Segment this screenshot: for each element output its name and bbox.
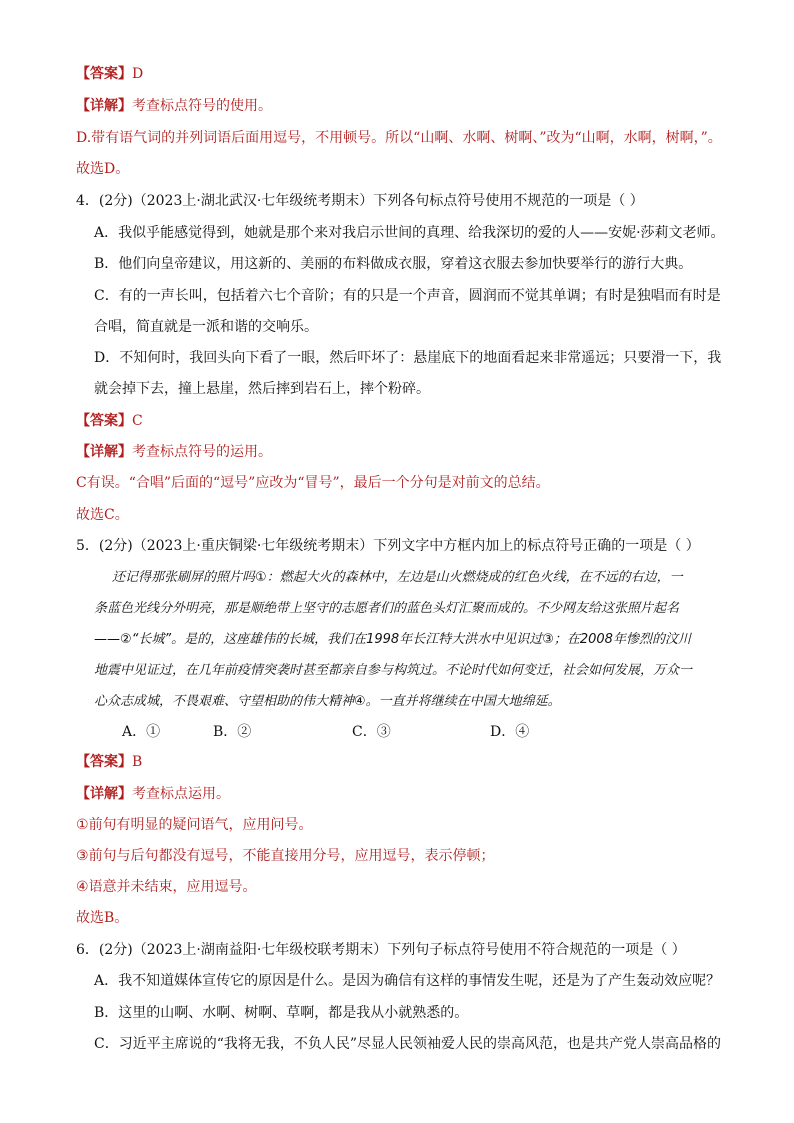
circled-number-4: ④ bbox=[76, 879, 89, 895]
q4-option-d-line2: 就会掉下去，撞上悬崖，然后摔到岩石上，摔个粉碎。 bbox=[94, 381, 430, 397]
answer-value: B bbox=[132, 754, 143, 770]
q5-passage-line1: 还记得那张刷屏的照片吗①：燃起大火的森林中，左边是山火燃烧成的红色火线，在不远的右边，一 bbox=[112, 570, 683, 585]
q6-option-c: C．习近平主席说的“我将无我，不负人民”尽显人民领袖爱人民的崇高风范，也是共产党人崇高品格的 bbox=[94, 1036, 722, 1052]
detail-label: 【详解】 bbox=[76, 98, 132, 114]
q5-option-d: D．④ bbox=[490, 724, 530, 740]
detail-text: 考查标点符号的运用。 bbox=[132, 444, 272, 460]
q6-option-a: A．我不知道媒体宣传它的原因是什么。是因为确信有这样的事情发生呢，还是为了产生轰动效应呢？ bbox=[94, 973, 721, 989]
q5-passage-line5: 心众志成城，不畏艰难、守望相助的伟大精神④。一直并将继续在中国大地绵延。 bbox=[94, 694, 561, 709]
q5-stem: 5．(2分)（2023上·重庆铜梁·七年级统考期末）下列文字中方框内加上的标点符号正确的一项是（ ） bbox=[76, 538, 700, 554]
q4-explanation: C有误。“合唱”后面的“逗号”应改为“冒号”，最后一个分句是对前文的总结。 bbox=[76, 475, 550, 491]
q4-detail bbox=[76, 442, 272, 462]
q4-option-a: A．我似乎能感觉得到，她就是那个来对我启示世间的真理、给我深切的爱的人——安妮·莎莉文老师。 bbox=[94, 225, 725, 241]
q6-stem: 6．(2分)（2023上·湖南益阳·七年级校联考期末）下列句子标点符号使用不符合规范的一项是（ ） bbox=[76, 942, 686, 958]
q4-option-c-line1: C．有的一声长叫，包括着六七个音阶；有的只是一个声音，圆润而不觉其单调；有时是独唱而有时是 bbox=[94, 288, 721, 304]
detail-text: 考查标点符号的使用。 bbox=[132, 98, 272, 114]
answer-label: 【答案】 bbox=[76, 413, 132, 429]
answer-label: 【答案】 bbox=[76, 754, 132, 770]
q4-option-d-line1: D．不知何时，我回头向下看了一眼，然后吓坏了：悬崖底下的地面看起来非常遥远；只要滑一下，我 bbox=[94, 350, 722, 366]
q6-option-b: B．这里的山啊、水啊、树啊、草啊，都是我从小就熟悉的。 bbox=[94, 1005, 469, 1021]
q5-option-b: B．② bbox=[213, 724, 252, 740]
answer-value: D bbox=[132, 66, 144, 82]
circled-number-1: ① bbox=[76, 817, 89, 833]
q3-detail bbox=[76, 96, 272, 116]
explanation-text: 前句与后句都没有逗号，不能直接用分号，应用逗号，表示停顿； bbox=[88, 848, 495, 864]
detail-text: 考查标点运用。 bbox=[132, 786, 230, 802]
q5-explanation-3 bbox=[76, 846, 495, 866]
q5-answer bbox=[76, 752, 142, 772]
detail-label: 【详解】 bbox=[76, 444, 132, 460]
q4-answer bbox=[76, 411, 143, 431]
q4-conclusion: 故选C。 bbox=[76, 507, 129, 523]
q3-answer bbox=[76, 64, 143, 84]
q4-option-c-line2: 合唱，简直就是一派和谐的交响乐。 bbox=[94, 319, 318, 335]
q5-passage-line4: 地震中见证过，在几年前疫情突袭时甚至都亲自参与构筑过。不论时代如何变迁，社会如何发展，万众一 bbox=[94, 663, 693, 678]
q5-detail bbox=[76, 784, 230, 804]
q4-stem: 4．(2分)（2023上·湖北武汉·七年级统考期末）下列各句标点符号使用不规范的一项是（ ） bbox=[76, 193, 644, 209]
q5-conclusion: 故选B。 bbox=[76, 910, 129, 926]
circled-number-3: ③ bbox=[76, 848, 89, 864]
q3-conclusion: 故选D。 bbox=[76, 161, 130, 177]
q5-option-c: C．③ bbox=[352, 724, 391, 740]
q3-explanation: D.带有语气词的并列词语后面用逗号，不用顿号。所以“山啊、水啊、树啊、”改为“山啊，水啊，树啊，”。 bbox=[76, 130, 722, 146]
explanation-text: 语意并未结束，应用逗号。 bbox=[88, 879, 257, 895]
explanation-text: 前句有明显的疑问语气，应用问号。 bbox=[88, 817, 313, 833]
q5-option-a: A．① bbox=[122, 724, 161, 740]
q5-explanation-4 bbox=[76, 877, 257, 897]
answer-label: 【答案】 bbox=[76, 66, 132, 82]
answer-value: C bbox=[132, 413, 143, 429]
detail-label: 【详解】 bbox=[76, 786, 132, 802]
q5-passage-line2: 条蓝色光线分外明亮，那是顺绝带上坚守的志愿者们的蓝色头灯汇聚而成的。不少网友给这张照片起名 bbox=[94, 601, 680, 616]
q5-explanation-1 bbox=[76, 815, 313, 835]
q5-passage-line3: ——②“长城”。是的，这座雄伟的长城，我们在1998年长江特大洪水中见识过③；在2008年惨烈的汶川 bbox=[94, 632, 691, 647]
q4-option-b: B．他们向皇帝建议，用这新的、美丽的布料做成衣服，穿着这衣服去参加快要举行的游行大典。 bbox=[94, 256, 693, 272]
